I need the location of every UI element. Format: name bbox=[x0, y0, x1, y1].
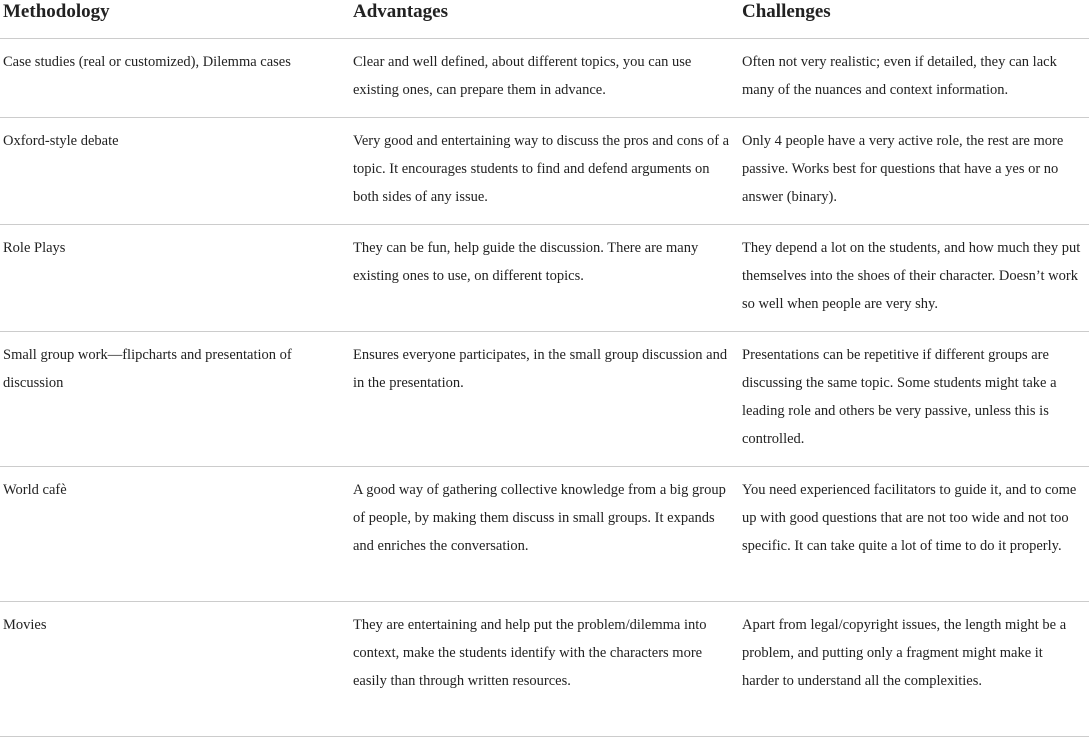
table-row bbox=[0, 39, 1089, 118]
cell-methodology: Role Plays bbox=[0, 225, 351, 332]
cell-advantages: Clear and well defined, about different topics, you can use existing ones, can prepare them in advance. bbox=[351, 39, 740, 118]
table-row bbox=[0, 118, 1089, 225]
header-advantages: Advantages bbox=[351, 0, 740, 39]
cell-advantages: They are entertaining and help put the problem/dilemma into context, make the students identify with the characters more easily than through written resources. bbox=[351, 602, 740, 737]
cell-challenges: Presentations can be repetitive if different groups are discussing the same topic. Some students might take a leading role and others be very passive, unless this is controlled. bbox=[740, 332, 1089, 467]
table-row bbox=[0, 467, 1089, 602]
table-row bbox=[0, 332, 1089, 467]
table-row bbox=[0, 225, 1089, 332]
cell-advantages: Ensures everyone participates, in the small group discussion and in the presentation. bbox=[351, 332, 740, 467]
header-methodology: Methodology bbox=[0, 0, 351, 39]
cell-challenges: Only 4 people have a very active role, the rest are more passive. Works best for questions that have a yes or no answer (binary). bbox=[740, 118, 1089, 225]
cell-challenges: You need experienced facilitators to guide it, and to come up with good questions that are not too wide and not too specific. It can take quite a lot of time to do it properly. bbox=[740, 467, 1089, 602]
cell-advantages: Very good and entertaining way to discuss the pros and cons of a topic. It encourages students to find and defend arguments on both sides of any issue. bbox=[351, 118, 740, 225]
cell-challenges: Apart from legal/copyright issues, the length might be a problem, and putting only a fragment might make it harder to understand all the complexities. bbox=[740, 602, 1089, 737]
header-challenges: Challenges bbox=[740, 0, 1089, 39]
cell-advantages: A good way of gathering collective knowledge from a big group of people, by making them discuss in small groups. It expands and enriches the conversation. bbox=[351, 467, 740, 602]
cell-methodology: Oxford-style debate bbox=[0, 118, 351, 225]
cell-advantages: They can be fun, help guide the discussion. There are many existing ones to use, on different topics. bbox=[351, 225, 740, 332]
cell-methodology: Case studies (real or customized), Dilemma cases bbox=[0, 39, 351, 118]
cell-challenges: Often not very realistic; even if detailed, they can lack many of the nuances and context information. bbox=[740, 39, 1089, 118]
cell-methodology: Small group work—flipcharts and presentation of discussion bbox=[0, 332, 351, 467]
table-row bbox=[0, 602, 1089, 737]
cell-challenges: They depend a lot on the students, and how much they put themselves into the shoes of their character. Doesn’t work so well when people are very shy. bbox=[740, 225, 1089, 332]
table-header-row bbox=[0, 0, 1089, 39]
cell-methodology: Movies bbox=[0, 602, 351, 737]
cell-methodology: World cafè bbox=[0, 467, 351, 602]
